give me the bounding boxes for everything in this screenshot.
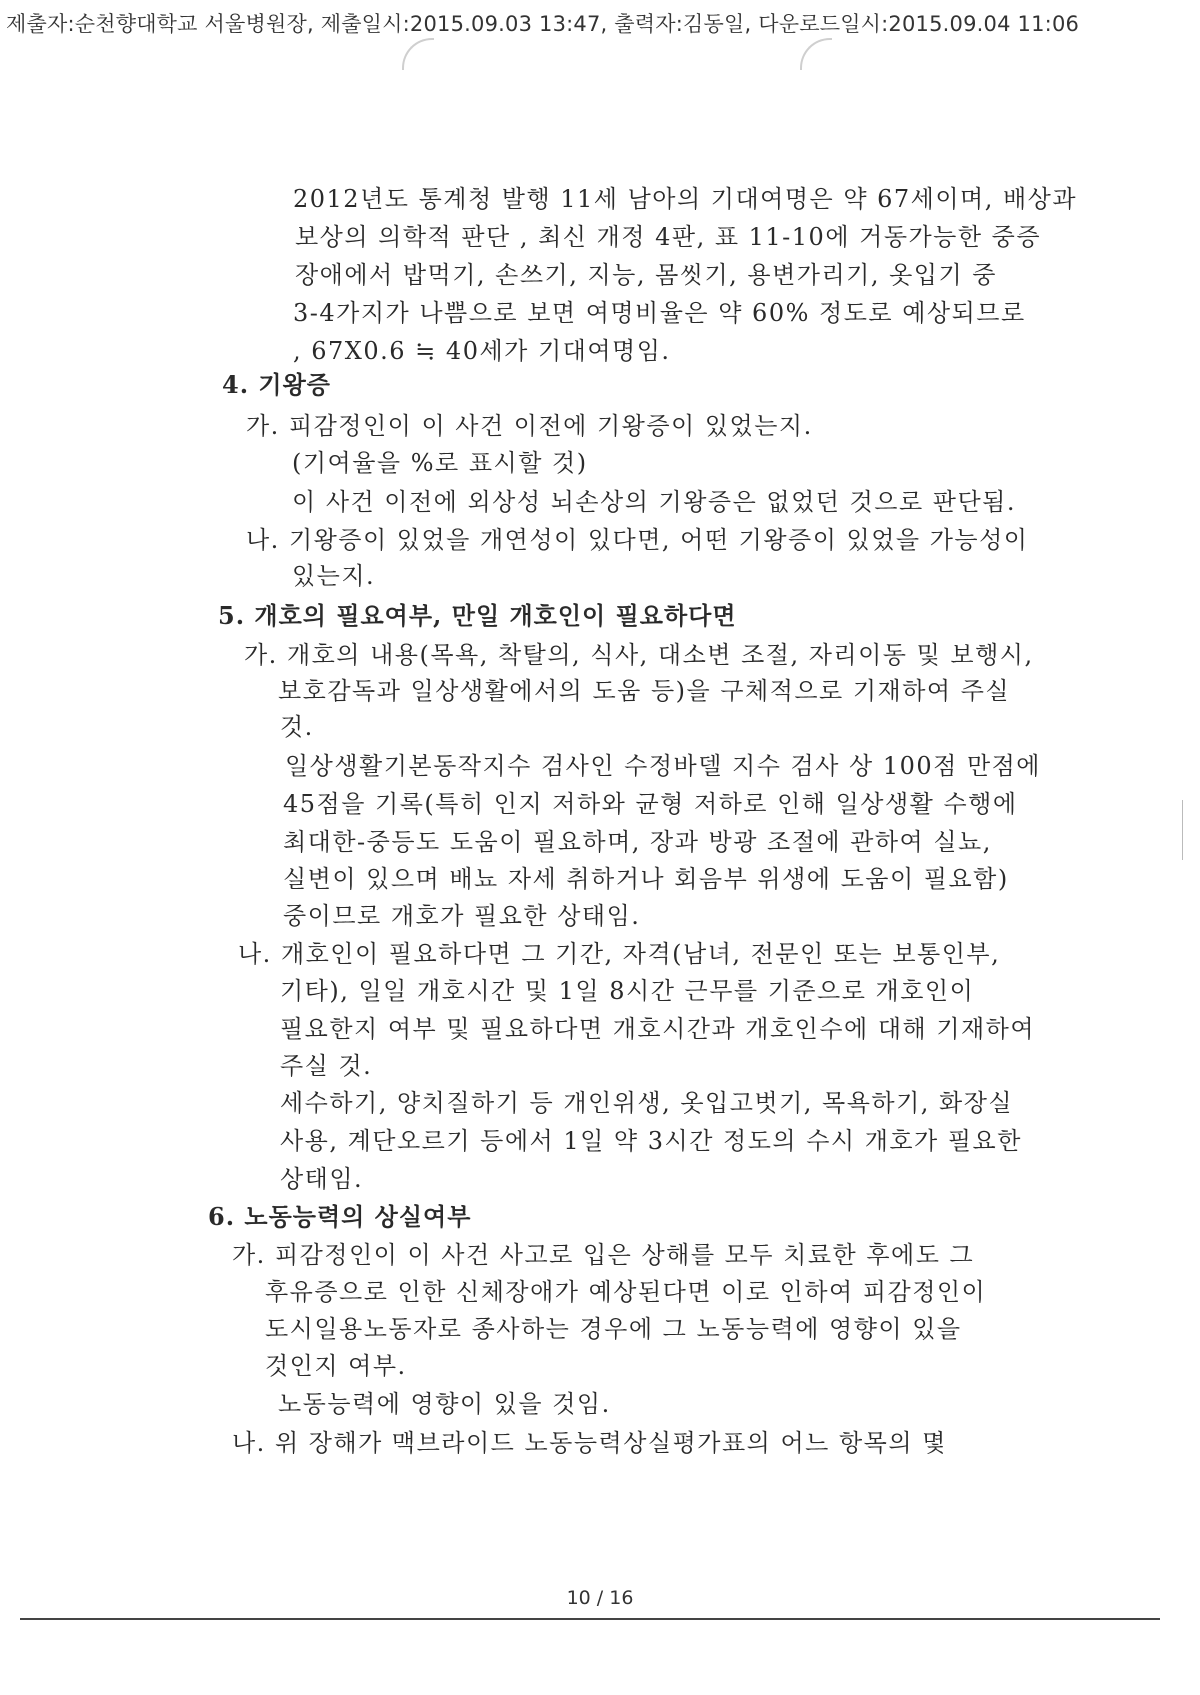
answer-line: 중이므로 개호가 필요한 상태임.	[283, 902, 641, 930]
section-heading: 4. 기왕증	[222, 370, 331, 399]
question-line: 가. 피감정인이 이 사건 이전에 기왕증이 있었는지.	[246, 412, 813, 440]
body-text-line: 보호감독과 일상생활에서의 도움 등)을 구체적으로 기재하여 주실	[278, 677, 1011, 705]
answer-line: 일상생활기본동작지수 검사인 수정바델 지수 검사 상 100점 만점에	[285, 752, 1041, 780]
document-header: 제출자:순천향대학교 서울병원장, 제출일시:2015.09.03 13:47, 출력자:김동일, 다운로드일시:2015.09.04 11:06	[6, 12, 1080, 36]
answer-line: 노동능력에 영향이 있을 것임.	[278, 1390, 611, 1418]
scan-margin-mark	[1182, 800, 1183, 860]
question-line: 나. 위 장해가 맥브라이드 노동능력상실평가표의 어느 항목의 몇	[232, 1429, 947, 1457]
answer-line: 세수하기, 양치질하기 등 개인위생, 옷입고벗기, 목욕하기, 화장실	[280, 1089, 1014, 1117]
answer-line: 45점을 기록(특히 인지 저하와 균형 저하로 인해 일상생활 수행에	[283, 790, 1018, 818]
body-text-line: 필요한지 여부 및 필요하다면 개호시간과 개호인수에 대해 기재하여	[280, 1015, 1036, 1043]
question-line: 나. 기왕증이 있었을 개연성이 있다면, 어떤 기왕증이 있었을 가능성이	[246, 526, 1029, 554]
body-text-line: 주실 것.	[280, 1052, 373, 1080]
body-text-line: 것.	[280, 713, 314, 741]
page-number: 10 / 16	[566, 1587, 634, 1609]
body-text-line: 기타), 일일 개호시간 및 1일 8시간 근무를 기준으로 개호인이	[280, 977, 975, 1005]
question-line: 가. 피감정인이 이 사건 사고로 입은 상해를 모두 치료한 후에도 그	[232, 1241, 975, 1269]
body-text-line: 2012년도 통계청 발행 11세 남아의 기대여명은 약 67세이며, 배상과	[293, 185, 1078, 213]
answer-line: 이 사건 이전에 외상성 뇌손상의 기왕증은 없었던 것으로 판단됨.	[292, 488, 1016, 516]
body-text-line: 도시일용노동자로 종사하는 경우에 그 노동능력에 영향이 있을	[265, 1315, 962, 1343]
section-heading: 5. 개호의 필요여부, 만일 개호인이 필요하다면	[218, 601, 737, 630]
answer-line: 최대한-중등도 도움이 필요하며, 장과 방광 조절에 관하여 실뇨,	[283, 828, 992, 856]
punch-hole-right	[800, 38, 832, 70]
body-text-line: 있는지.	[292, 562, 376, 590]
question-line: 나. 개호인이 필요하다면 그 기간, 자격(남녀, 전문인 또는 보통인부,	[238, 940, 1001, 968]
section-heading: 6. 노동능력의 상실여부	[208, 1202, 472, 1231]
answer-line: 실변이 있으며 배뇨 자세 취하거나 회음부 위생에 도움이 필요함)	[283, 865, 1009, 893]
body-text-line: , 67X0.6 ≒ 40세가 기대여명임.	[293, 337, 671, 365]
footer-rule	[20, 1618, 1160, 1620]
punch-hole-left	[402, 38, 434, 70]
body-text-line: 3-4가지가 나쁨으로 보면 여명비율은 약 60% 정도로 예상되므로	[293, 299, 1026, 327]
question-line: 가. 개호의 내용(목욕, 착탈의, 식사, 대소변 조절, 자리이동 및 보행시,	[244, 641, 1034, 669]
answer-line: 사용, 계단오르기 등에서 1일 약 3시간 정도의 수시 개호가 필요한	[280, 1127, 1022, 1155]
body-text-line: 후유증으로 인한 신체장애가 예상된다면 이로 인하여 피감정인이	[265, 1278, 987, 1306]
body-text-line: (기여율을 %로 표시할 것)	[292, 449, 588, 477]
body-text-line: 것인지 여부.	[265, 1352, 407, 1380]
body-text-line: 장애에서 밥먹기, 손쓰기, 지능, 몸씻기, 용변가리기, 옷입기 중	[295, 261, 997, 289]
answer-line: 상태임.	[280, 1165, 364, 1193]
body-text-line: 보상의 의학적 판단 , 최신 개정 4판, 표 11-10에 거동가능한 중증	[295, 223, 1042, 251]
